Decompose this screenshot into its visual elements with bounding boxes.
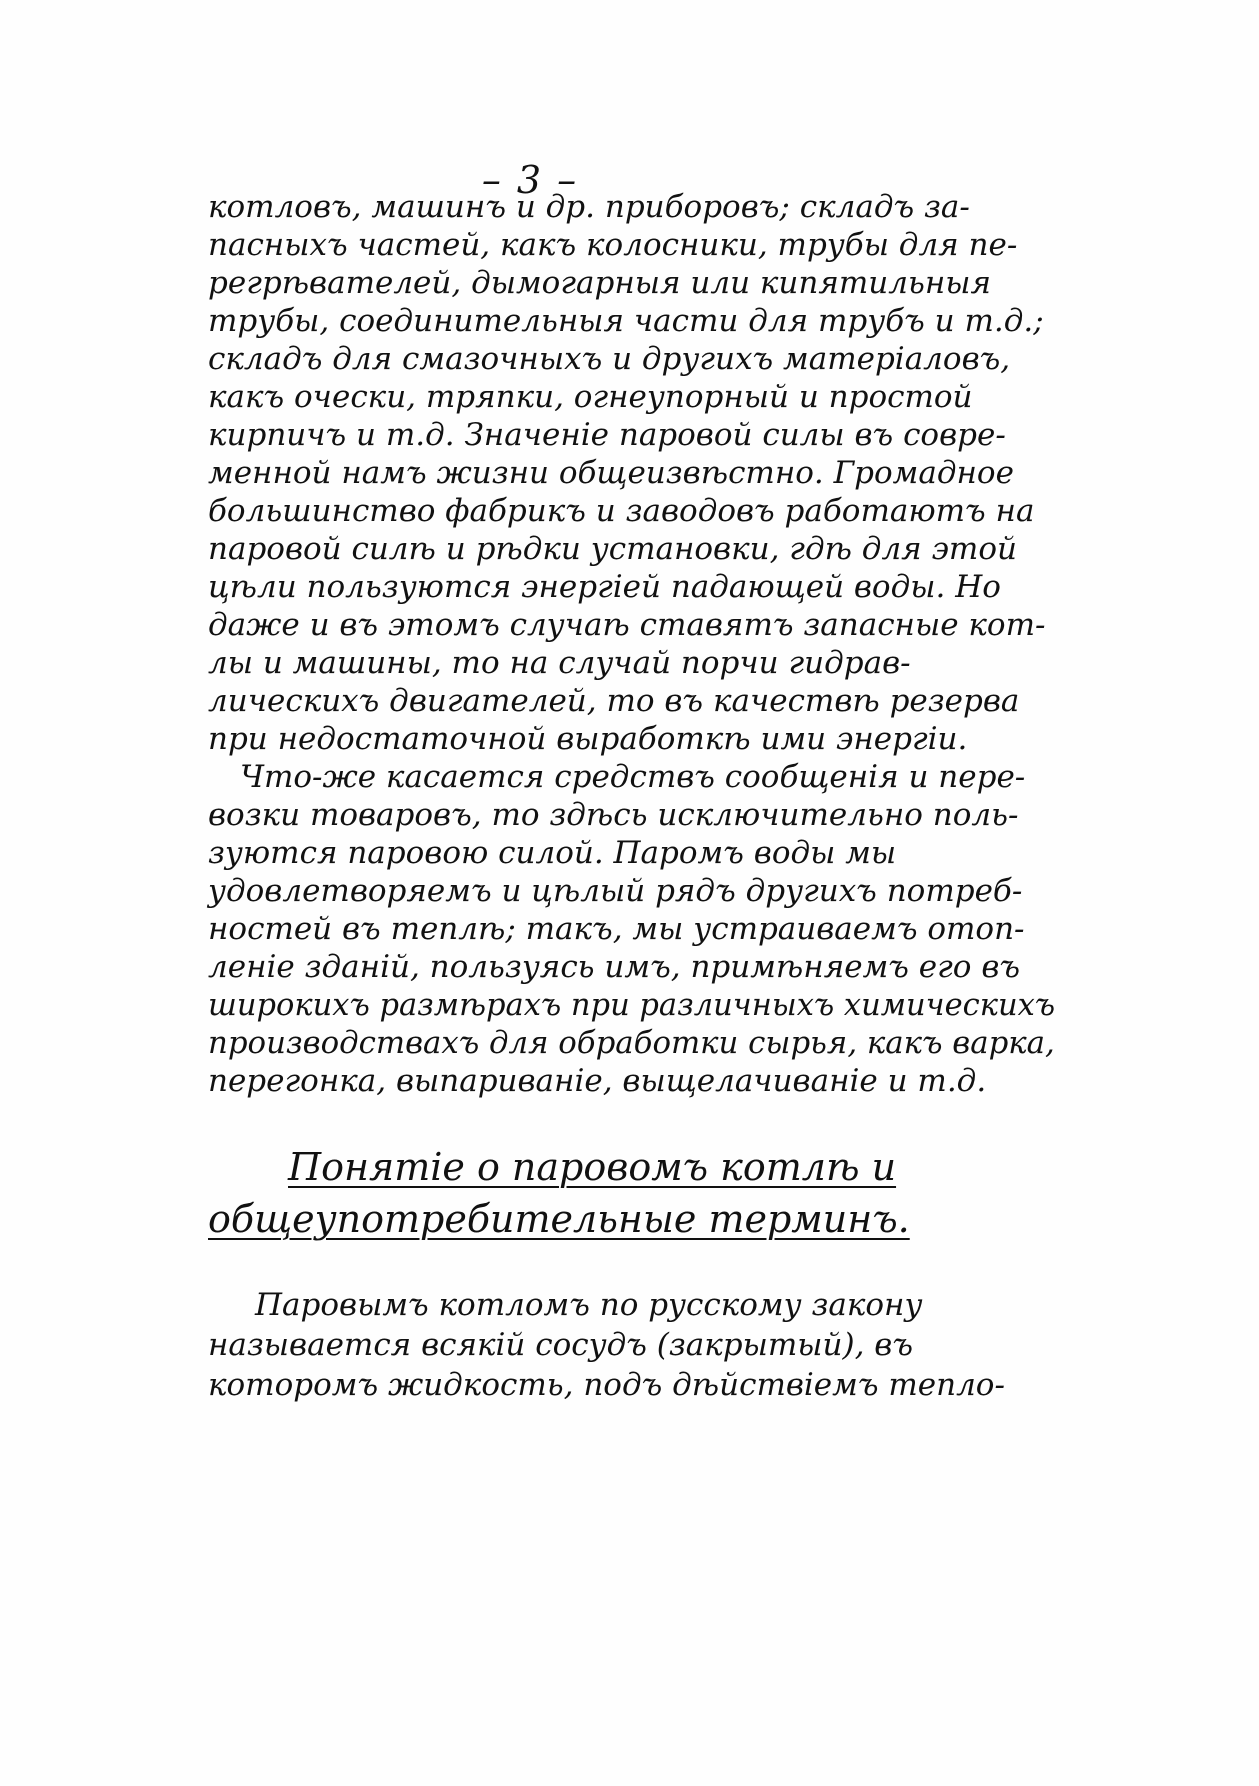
text-line: производствахъ для обработки сырья, какъ варка, xyxy=(208,1025,1055,1061)
text-line: цѣли пользуются энергіей падающей воды. Но xyxy=(208,569,1001,605)
text-line: большинство фабрикъ и заводовъ работаютъ на xyxy=(208,493,1035,529)
heading-line: общеупотребительные терминъ. xyxy=(208,1197,910,1241)
text-line: удовлетворяемъ и цѣлый рядъ другихъ потреб- xyxy=(208,873,1023,909)
text-line: лы и машины, то на случай порчи гидрав- xyxy=(208,645,911,681)
page-number: – 3 – xyxy=(481,158,579,202)
text-line: менной намъ жизни общеизвѣстно. Громадное xyxy=(208,455,1014,491)
text-line: кирпичъ и т.д. Значеніе паровой силы въ совре- xyxy=(208,417,1006,453)
text-line: перегонка, выпариваніе, выщелачиваніе и т.д. xyxy=(208,1063,987,1099)
text-line: даже и въ этомъ случаѣ ставятъ запасные кот- xyxy=(208,607,1046,643)
text-line: которомъ жидкость, подъ дѣйствіемъ тепло- xyxy=(208,1367,1005,1403)
text-line: Паровымъ котломъ по русскому закону xyxy=(255,1287,923,1323)
text-line: при недостаточной выработкѣ ими энергіи. xyxy=(208,721,968,757)
text-line: паровой силѣ и рѣдки установки, гдѣ для этой xyxy=(208,531,1017,567)
text-line: леніе зданій, пользуясь имъ, примѣняемъ его въ xyxy=(208,949,1021,985)
text-line: называется всякій сосудъ (закрытый), въ xyxy=(208,1327,913,1363)
text-line: возки товаровъ, то здѣсь исключительно поль- xyxy=(208,797,1019,833)
text-line: складъ для смазочныхъ и другихъ матеріаловъ, xyxy=(208,341,1011,377)
text-line: регрѣвателей, дымогарныя или кипятильныя xyxy=(208,265,992,301)
text-line: зуются паровою силой. Паромъ воды мы xyxy=(208,835,897,871)
text-line: широкихъ размѣрахъ при различныхъ химическихъ xyxy=(208,987,1056,1023)
text-line: Что-же касается средствъ сообщенія и пере- xyxy=(240,759,1026,795)
text-line: ностей въ теплѣ; такъ, мы устраиваемъ отоп- xyxy=(208,911,1025,947)
text-line: пасныхъ частей, какъ колосники, трубы для пе- xyxy=(208,227,1018,263)
text-line: лическихъ двигателей, то въ качествѣ резерва xyxy=(208,683,1020,719)
text-line: котловъ, машинъ и др. приборовъ; складъ за- xyxy=(208,189,970,225)
heading-line: Понятіе о паровомъ котлѣ и xyxy=(288,1145,897,1189)
text-line: трубы, соединительныя части для трубъ и т.д.; xyxy=(208,303,1044,339)
text-line: какъ очески, тряпки, огнеупорный и простой xyxy=(208,379,973,415)
